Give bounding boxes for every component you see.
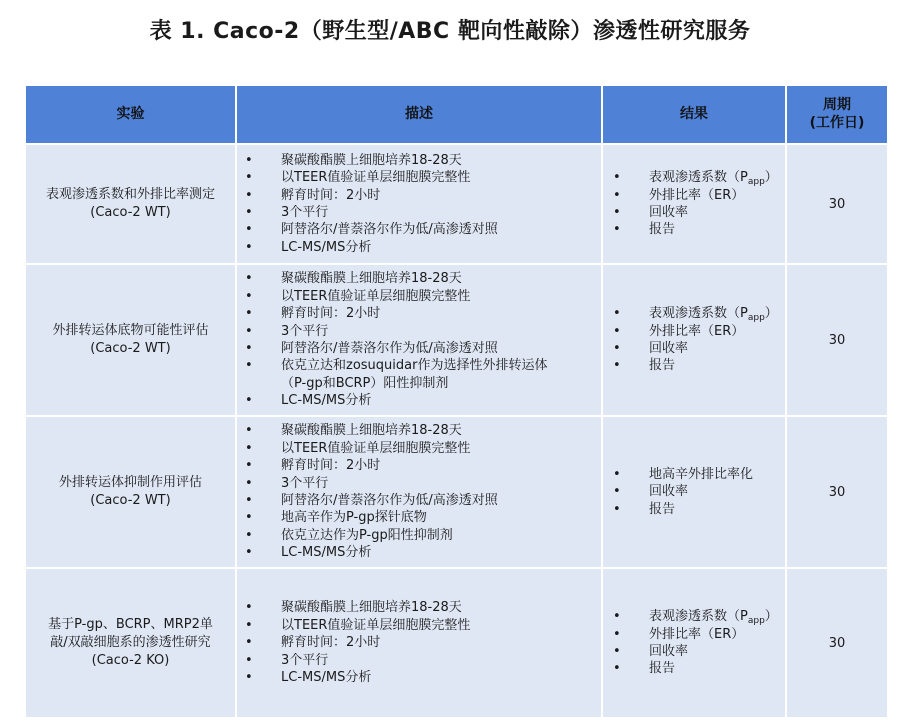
- result-item: • 报告: [611, 501, 785, 518]
- description-cell: [236, 568, 602, 718]
- description-item: • LC-MS/MS分析: [243, 239, 601, 256]
- result-item-papp: • 表观渗透系数$(P_{app})$: [611, 169, 785, 186]
- result-cell: [602, 144, 786, 264]
- description-item: • 孵育时间：2小时: [243, 457, 601, 474]
- description-item: • 3个平行: [243, 652, 601, 669]
- period-cell: 30: [786, 144, 888, 264]
- result-item: • 报告: [611, 660, 785, 677]
- description-item-continuation: （P-gp和BCRP）阳性抑制剂: [281, 375, 449, 391]
- description-item: • 聚碳酸酯膜上细胞培养18-28天: [243, 152, 601, 169]
- description-item: • 3个平行: [243, 323, 601, 340]
- experiment-name: 外排转运体底物可能性评估: [52, 323, 209, 338]
- header-period-line2: (工作日): [809, 114, 865, 131]
- result-item-papp: • 表观渗透系数$(P_{app})$: [611, 608, 785, 625]
- experiment-cell: [25, 144, 236, 264]
- description-item: • 阿替洛尔/普萘洛尔作为低/高渗透对照: [243, 340, 601, 357]
- header-experiment: 实验: [25, 85, 236, 144]
- description-item: • 孵育时间：2小时: [243, 305, 601, 322]
- experiment-model: (Caco-2 WT): [90, 493, 171, 508]
- description-cell: [236, 144, 602, 264]
- description-item: • 聚碳酸酯膜上细胞培养18-28天: [243, 599, 601, 616]
- description-cell: [236, 264, 602, 416]
- description-cell: [236, 416, 602, 568]
- table-row: [25, 144, 888, 264]
- description-item: • 孵育时间：2小时: [243, 187, 601, 204]
- result-item: • 回收率: [611, 204, 785, 221]
- table-row: [25, 264, 888, 416]
- experiment-model: (Caco-2 WT): [90, 341, 171, 356]
- result-item-papp: • 表观渗透系数$(P_{app})$: [611, 305, 785, 322]
- description-item: • 阿替洛尔/普萘洛尔作为低/高渗透对照: [243, 492, 601, 509]
- description-item: • 聚碳酸酯膜上细胞培养18-28天: [243, 270, 601, 287]
- result-cell: [602, 416, 786, 568]
- description-item: • LC-MS/MS分析: [243, 392, 601, 409]
- description-item: • 3个平行: [243, 204, 601, 221]
- description-item: • 依克立达作为P-gp阳性抑制剂: [243, 527, 601, 544]
- result-item: • 回收率: [611, 483, 785, 500]
- description-item: • 地高辛作为P-gp探针底物: [243, 509, 601, 526]
- result-cell: [602, 264, 786, 416]
- result-item: • 外排比率（ER）: [611, 323, 785, 340]
- description-item: • 阿替洛尔/普萘洛尔作为低/高渗透对照: [243, 221, 601, 238]
- description-item: • 以TEER值验证单层细胞膜完整性: [243, 288, 601, 305]
- header-result: 结果: [602, 85, 786, 144]
- result-item: • 回收率: [611, 340, 785, 357]
- experiment-cell: [25, 568, 236, 718]
- description-item: • LC-MS/MS分析: [243, 544, 601, 561]
- result-item: • 报告: [611, 221, 785, 238]
- description-item: • 以TEER值验证单层细胞膜完整性: [243, 617, 601, 634]
- experiment-name: 外排转运体抑制作用评估: [58, 475, 202, 490]
- table-row: [25, 568, 888, 718]
- period-cell: 30: [786, 264, 888, 416]
- experiment-name: 基于P-gp、BCRP、MRP2单: [48, 617, 213, 632]
- result-item: • 回收率: [611, 643, 785, 660]
- description-item: • 3个平行: [243, 475, 601, 492]
- experiment-cell: [25, 416, 236, 568]
- header-period-line1: 周期: [823, 97, 851, 113]
- result-item: • 外排比率（ER）: [611, 187, 785, 204]
- result-cell: [602, 568, 786, 718]
- experiment-model: (Caco-2 WT): [90, 205, 171, 220]
- description-item: • 以TEER值验证单层细胞膜完整性: [243, 169, 601, 186]
- experiment-name-cont: 敲/双敲细胞系的渗透性研究: [50, 635, 211, 650]
- experiment-cell: [25, 264, 236, 416]
- header-description: 描述: [236, 85, 602, 144]
- experiment-model: (Caco-2 KO): [91, 653, 170, 668]
- table-row: [25, 416, 888, 568]
- header-period: [786, 85, 888, 144]
- result-item: • 外排比率（ER）: [611, 626, 785, 643]
- result-item: • 地高辛外排比率化: [611, 466, 785, 483]
- description-item: • 聚碳酸酯膜上细胞培养18-28天: [243, 422, 601, 439]
- page-title: 表 1. Caco-2（野生型/ABC 靶向性敲除）渗透性研究服务: [149, 19, 751, 44]
- description-item: • 以TEER值验证单层细胞膜完整性: [243, 440, 601, 457]
- description-item: • 依克立达和zosuquidar作为选择性外排转运体: [243, 357, 601, 374]
- experiment-name: 表观渗透系数和外排比率测定: [45, 187, 215, 202]
- table-header-row: [25, 85, 888, 144]
- period-cell: 30: [786, 416, 888, 568]
- result-item: • 报告: [611, 357, 785, 374]
- service-table: [24, 84, 889, 719]
- description-item: • LC-MS/MS分析: [243, 669, 601, 686]
- period-cell: 30: [786, 568, 888, 718]
- description-item: • 孵育时间：2小时: [243, 634, 601, 651]
